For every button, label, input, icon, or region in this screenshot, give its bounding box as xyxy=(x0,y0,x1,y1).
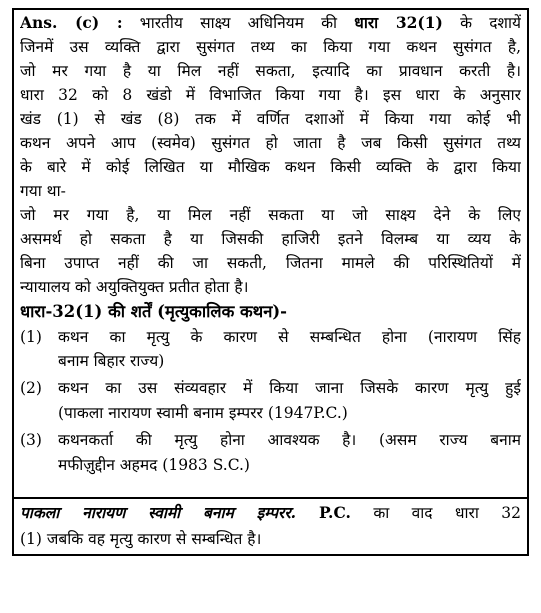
condition-text: कथनकर्ता की मृत्यु होना आवश्यक है। (असम राज्य बनाम xyxy=(58,431,521,449)
paragraph1-line: कथन अपने आप (स्वमेव) सुसंगत हो जाता है जब किसी सुसंगत तथ्य xyxy=(20,134,521,152)
answer-box xyxy=(12,8,529,556)
paragraph2-line: न्यायालय को अयुक्तियुक्त प्रतीत होता है। xyxy=(20,278,249,296)
case-note-line: (1) जबकि वह मृत्यु कारण से सम्बन्धित है। xyxy=(20,530,262,548)
condition-number: (1) xyxy=(20,328,42,346)
case-name: पाकला नारायण स्वामी बनाम इम्परर. xyxy=(20,503,297,522)
paragraph2-line: असमर्थ हो सकता है या जिसकी हाजिरी इतने विलम्ब या व्यय के xyxy=(20,230,521,248)
condition-text: कथन का उस संव्यवहार में किया जाना जिसके कारण मृत्यु हुई xyxy=(58,379,521,397)
conditions-heading: धारा-32(1) की शर्तें (मृत्युकालिक कथन)- xyxy=(20,302,288,321)
answer-intro-text: भारतीय साक्ष्य अधिनियम की xyxy=(122,14,355,32)
paragraph1-line: खंड (1) से खंड (8) तक में वर्णित दशाओं में किया गया कोई भी xyxy=(20,110,521,128)
paragraph2-line: जो मर गया है, या मिल नहीं सकता या जो साक्ष्य देने के लिए xyxy=(20,206,521,224)
section-divider xyxy=(14,497,527,499)
court-abbreviation: P.C. xyxy=(296,503,351,522)
paragraph1-line: जिनमें उस व्यक्ति द्वारा सुसंगत तथ्य का किया गया कथन सुसंगत है, xyxy=(20,38,521,56)
paragraph2-line: बिना उपाप्त नहीं की जा सकती, जितना मामले की परिस्थितियों में xyxy=(20,254,521,272)
condition-text: (पाकला नारायण स्वामी बनाम इम्परर (1947P.C.) xyxy=(58,404,348,422)
condition-text: मफीज़ुद्दीन अहमद (1983 S.C.) xyxy=(58,456,250,474)
answer-label: Ans. (c) : xyxy=(20,13,123,32)
paragraph1-line: गया था- xyxy=(20,182,66,200)
paragraph1-line: जो मर गया है या मिल नहीं सकता, इत्यादि का प्रावधान करती है। xyxy=(20,62,521,80)
condition-number: (3) xyxy=(20,431,42,449)
case-note-tail: का वाद धारा 32 xyxy=(350,504,521,522)
paragraph1-line: धारा 32 को 8 खंडो में विभाजित किया गया है। इस धारा के अनुसार xyxy=(20,86,521,104)
case-note-line xyxy=(20,502,521,524)
section-reference: धारा 32(1) xyxy=(354,13,443,32)
answer-intro-tail: के दशायें xyxy=(442,14,521,32)
answer-intro-line xyxy=(20,12,521,34)
paragraph1-line: के बारे में कोई लिखित या मौखिक कथन किसी व्यक्ति के द्वारा किया xyxy=(20,158,521,176)
condition-number: (2) xyxy=(20,379,42,397)
condition-text: बनाम बिहार राज्य) xyxy=(58,352,165,370)
condition-text: कथन का मृत्यु के कारण से सम्बन्धित होना (नारायण सिंह xyxy=(58,328,521,346)
